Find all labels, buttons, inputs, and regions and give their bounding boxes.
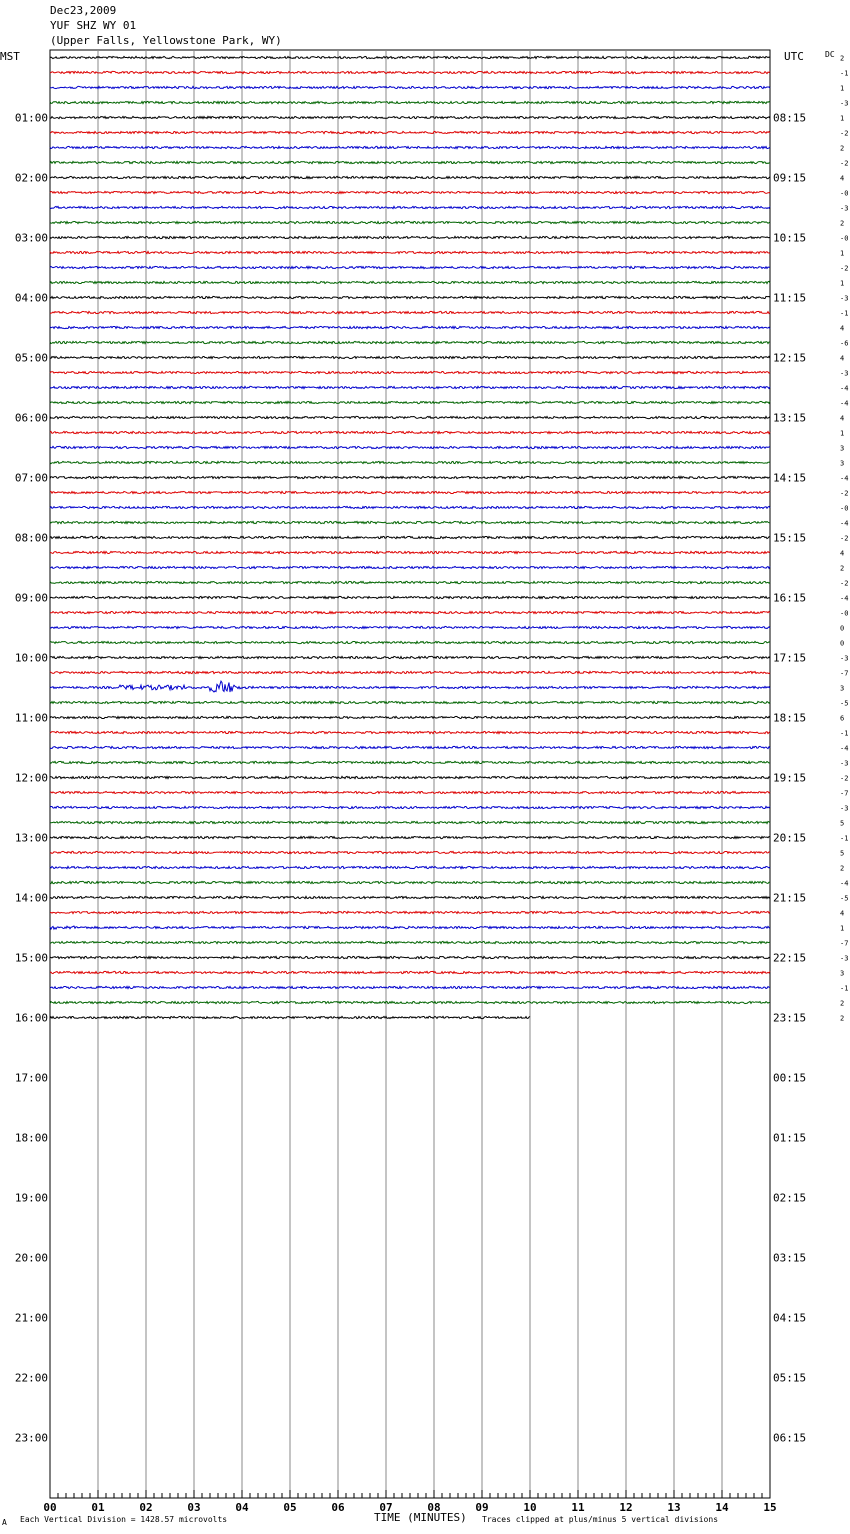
seismic-trace bbox=[50, 866, 770, 868]
seismic-trace bbox=[50, 566, 770, 568]
seismic-trace bbox=[50, 446, 770, 448]
seismic-trace bbox=[50, 176, 770, 178]
utc-hour-label: 21:15 bbox=[773, 891, 807, 905]
dc-offset-label: -4 bbox=[840, 879, 849, 888]
dc-offset-label: 2 bbox=[840, 54, 845, 63]
dc-offset-label: 2 bbox=[840, 144, 845, 153]
dc-offset-label: -1 bbox=[840, 834, 849, 843]
dc-offset-label: -2 bbox=[840, 579, 849, 588]
dc-offset-label: -2 bbox=[840, 264, 849, 273]
utc-hour-label: 03:15 bbox=[773, 1251, 807, 1265]
x-tick-label: 06 bbox=[331, 1501, 345, 1514]
dc-offset-label: 2 bbox=[840, 999, 845, 1008]
mst-hour-label: 19:00 bbox=[14, 1191, 48, 1205]
seismic-trace bbox=[50, 821, 770, 823]
utc-hour-label: 06:15 bbox=[773, 1431, 807, 1445]
seismic-trace bbox=[50, 431, 770, 433]
seismic-trace bbox=[50, 896, 770, 898]
seismic-trace bbox=[50, 596, 770, 598]
utc-hour-label: 19:15 bbox=[773, 771, 807, 785]
seismic-trace bbox=[50, 941, 770, 943]
dc-offset-label: -3 bbox=[840, 294, 849, 303]
seismic-trace bbox=[50, 341, 770, 343]
dc-offset-label: -1 bbox=[840, 69, 849, 78]
x-tick-label: 04 bbox=[235, 1501, 249, 1514]
dc-offset-label: -2 bbox=[840, 534, 849, 543]
seismic-trace bbox=[50, 581, 770, 583]
seismic-trace bbox=[50, 641, 770, 643]
x-tick-label: 15 bbox=[763, 1501, 777, 1514]
mst-hour-label: 05:00 bbox=[14, 351, 48, 365]
station-location: (Upper Falls, Yellowstone Park, WY) bbox=[50, 34, 282, 47]
seismic-trace bbox=[50, 836, 770, 838]
seismic-trace bbox=[50, 131, 770, 133]
seismic-trace bbox=[50, 656, 770, 658]
utc-hour-label: 02:15 bbox=[773, 1191, 807, 1205]
utc-hour-label: 22:15 bbox=[773, 951, 807, 965]
x-tick-label: 07 bbox=[379, 1501, 393, 1514]
dc-offset-label: 2 bbox=[840, 219, 845, 228]
seismic-trace bbox=[50, 281, 770, 283]
seismic-trace bbox=[50, 626, 770, 628]
x-tick-label: 03 bbox=[187, 1501, 201, 1514]
dc-offset-label: -1 bbox=[840, 729, 849, 738]
mst-hour-label: 03:00 bbox=[14, 231, 48, 245]
mst-hour-label: 08:00 bbox=[14, 531, 48, 545]
utc-hour-label: 10:15 bbox=[773, 231, 807, 245]
seismic-trace bbox=[50, 221, 770, 223]
seismic-trace bbox=[50, 551, 770, 553]
seismic-trace bbox=[50, 1001, 770, 1003]
seismic-trace bbox=[50, 146, 770, 148]
seismic-trace bbox=[50, 971, 770, 973]
dc-offset-label: 3 bbox=[840, 444, 845, 453]
mst-hour-label: 18:00 bbox=[14, 1131, 48, 1145]
x-tick-label: 10 bbox=[523, 1501, 537, 1514]
dc-offset-label: 1 bbox=[840, 924, 845, 933]
dc-offset-label: -3 bbox=[840, 369, 849, 378]
dc-offset-label: -7 bbox=[840, 789, 849, 798]
dc-offset-label: 3 bbox=[840, 684, 845, 693]
utc-hour-label: 16:15 bbox=[773, 591, 807, 605]
dc-offset-label: -4 bbox=[840, 399, 849, 408]
dc-offset-label: 3 bbox=[840, 459, 845, 468]
seismic-trace bbox=[50, 521, 770, 523]
dc-offset-label: 2 bbox=[840, 564, 845, 573]
dc-offset-label: -4 bbox=[840, 744, 849, 753]
seismic-trace bbox=[50, 851, 770, 853]
dc-offset-label: -5 bbox=[840, 894, 849, 903]
dc-offset-label: -6 bbox=[840, 339, 849, 348]
utc-hour-label: 05:15 bbox=[773, 1371, 807, 1385]
x-tick-label: 12 bbox=[619, 1501, 633, 1514]
x-tick-label: 02 bbox=[139, 1501, 153, 1514]
x-tick-label: 14 bbox=[715, 1501, 729, 1514]
dc-offset-label: -0 bbox=[840, 234, 849, 243]
utc-hour-label: 20:15 bbox=[773, 831, 807, 845]
division-note: Each Vertical Division = 1428.57 microvolts bbox=[20, 1515, 228, 1524]
utc-hour-label: 09:15 bbox=[773, 171, 807, 185]
dc-offset-label: 5 bbox=[840, 819, 845, 828]
seismic-trace bbox=[50, 761, 770, 763]
utc-hour-label: 08:15 bbox=[773, 111, 807, 125]
dc-offset-label: -2 bbox=[840, 129, 849, 138]
mst-hour-label: 13:00 bbox=[14, 831, 48, 845]
seismic-trace bbox=[50, 791, 770, 793]
x-tick-label: 08 bbox=[427, 1501, 441, 1514]
seismic-trace bbox=[50, 401, 770, 403]
dc-offset-label: 0 bbox=[840, 639, 845, 648]
dc-offset-label: -7 bbox=[840, 939, 849, 948]
dc-offset-label: -7 bbox=[840, 669, 849, 678]
mst-hour-label: 12:00 bbox=[14, 771, 48, 785]
mst-hour-label: 21:00 bbox=[14, 1311, 48, 1325]
mst-hour-label: 02:00 bbox=[14, 171, 48, 185]
x-tick-label: 09 bbox=[475, 1501, 489, 1514]
seismic-trace bbox=[50, 116, 770, 118]
utc-hour-label: 23:15 bbox=[773, 1011, 807, 1025]
seismic-trace bbox=[50, 236, 770, 238]
dc-offset-label: -2 bbox=[840, 489, 849, 498]
utc-label: UTC bbox=[784, 50, 804, 63]
dc-offset-label: -3 bbox=[840, 954, 849, 963]
dc-offset-label: -3 bbox=[840, 804, 849, 813]
seismic-trace bbox=[50, 701, 770, 703]
dc-offset-label: 1 bbox=[840, 114, 845, 123]
seismic-trace bbox=[50, 326, 770, 328]
dc-offset-label: 2 bbox=[840, 1014, 845, 1023]
dc-offset-label: -4 bbox=[840, 594, 849, 603]
x-tick-label: 11 bbox=[571, 1501, 585, 1514]
utc-hour-label: 17:15 bbox=[773, 651, 807, 665]
mst-hour-label: 11:00 bbox=[14, 711, 48, 725]
seismic-trace bbox=[50, 536, 770, 538]
dc-offset-label: 4 bbox=[840, 174, 845, 183]
dc-offset-label: -4 bbox=[840, 384, 849, 393]
dc-offset-label: -1 bbox=[840, 984, 849, 993]
seismic-trace bbox=[50, 731, 770, 733]
station-name: YUF SHZ WY 01 bbox=[50, 19, 137, 32]
dc-label: DC bbox=[825, 50, 835, 59]
utc-hour-label: 18:15 bbox=[773, 711, 807, 725]
utc-hour-label: 12:15 bbox=[773, 351, 807, 365]
mst-hour-label: 06:00 bbox=[14, 411, 48, 425]
dc-offset-label: -2 bbox=[840, 774, 849, 783]
seismic-trace bbox=[50, 956, 770, 958]
dc-offset-label: 0 bbox=[840, 624, 845, 633]
mst-label: MST bbox=[0, 50, 20, 63]
mst-hour-label: 09:00 bbox=[14, 591, 48, 605]
utc-hour-label: 00:15 bbox=[773, 1071, 807, 1085]
seismic-trace bbox=[50, 191, 770, 193]
mst-hour-label: 23:00 bbox=[14, 1431, 48, 1445]
utc-hour-label: 15:15 bbox=[773, 531, 807, 545]
dc-offset-label: 4 bbox=[840, 414, 845, 423]
scale-mark: A bbox=[2, 1518, 7, 1527]
seismic-trace bbox=[50, 746, 770, 748]
seismic-trace bbox=[50, 491, 770, 493]
dc-offset-label: 4 bbox=[840, 909, 845, 918]
x-tick-label: 13 bbox=[667, 1501, 681, 1514]
seismic-trace bbox=[50, 371, 770, 373]
seismic-trace bbox=[50, 671, 770, 673]
seismic-trace bbox=[50, 806, 770, 808]
seismic-trace bbox=[50, 71, 770, 73]
dc-offset-label: -3 bbox=[840, 204, 849, 213]
dc-offset-label: -3 bbox=[840, 654, 849, 663]
mst-hour-label: 14:00 bbox=[14, 891, 48, 905]
seismic-trace bbox=[50, 506, 770, 508]
seismic-trace bbox=[50, 611, 770, 613]
seismic-trace bbox=[50, 716, 770, 718]
seismic-trace bbox=[50, 161, 770, 163]
dc-offset-label: 2 bbox=[840, 864, 845, 873]
seismic-trace bbox=[50, 251, 770, 253]
dc-offset-label: -3 bbox=[840, 759, 849, 768]
seismic-trace bbox=[50, 911, 770, 913]
seismic-trace bbox=[50, 101, 770, 103]
dc-offset-label: -1 bbox=[840, 309, 849, 318]
clip-note: Traces clipped at plus/minus 5 vertical divisions bbox=[482, 1515, 719, 1524]
seismic-trace bbox=[50, 881, 770, 883]
seismic-trace bbox=[50, 416, 770, 418]
seismic-trace bbox=[50, 986, 770, 988]
seismic-trace bbox=[50, 266, 770, 268]
dc-offset-label: -3 bbox=[840, 99, 849, 108]
x-tick-label: 01 bbox=[91, 1501, 105, 1514]
mst-hour-label: 04:00 bbox=[14, 291, 48, 305]
mst-hour-label: 16:00 bbox=[14, 1011, 48, 1025]
dc-offset-label: -4 bbox=[840, 519, 849, 528]
mst-hour-label: 10:00 bbox=[14, 651, 48, 665]
dc-offset-label: -5 bbox=[840, 699, 849, 708]
dc-offset-label: 1 bbox=[840, 429, 845, 438]
seismic-trace bbox=[50, 926, 770, 929]
mst-hour-label: 22:00 bbox=[14, 1371, 48, 1385]
seismic-trace bbox=[50, 681, 770, 692]
utc-hour-label: 13:15 bbox=[773, 411, 807, 425]
utc-hour-label: 14:15 bbox=[773, 471, 807, 485]
dc-offset-label: 6 bbox=[840, 714, 845, 723]
x-tick-label: 05 bbox=[283, 1501, 297, 1514]
seismic-trace bbox=[50, 386, 770, 388]
dc-offset-label: 5 bbox=[840, 849, 845, 858]
mst-hour-label: 01:00 bbox=[14, 111, 48, 125]
x-tick-label: 00 bbox=[43, 1501, 57, 1514]
seismic-trace bbox=[50, 311, 770, 313]
utc-hour-label: 01:15 bbox=[773, 1131, 807, 1145]
mst-hour-label: 15:00 bbox=[14, 951, 48, 965]
seismic-trace bbox=[50, 296, 770, 298]
dc-offset-label: -2 bbox=[840, 159, 849, 168]
seismic-trace bbox=[50, 56, 770, 58]
dc-offset-label: -0 bbox=[840, 189, 849, 198]
dc-offset-label: -0 bbox=[840, 504, 849, 513]
dc-offset-label: 4 bbox=[840, 354, 845, 363]
seismic-trace bbox=[50, 356, 770, 358]
seismic-trace bbox=[50, 776, 770, 778]
seismic-trace bbox=[50, 476, 770, 478]
utc-hour-label: 11:15 bbox=[773, 291, 807, 305]
plot-date: Dec23,2009 bbox=[50, 4, 117, 17]
mst-hour-label: 20:00 bbox=[14, 1251, 48, 1265]
dc-offset-label: 3 bbox=[840, 969, 845, 978]
dc-offset-label: 4 bbox=[840, 324, 845, 333]
mst-hour-label: 07:00 bbox=[14, 471, 48, 485]
seismic-trace bbox=[50, 461, 770, 463]
dc-offset-label: -0 bbox=[840, 609, 849, 618]
mst-hour-label: 17:00 bbox=[14, 1071, 48, 1085]
dc-offset-label: 1 bbox=[840, 249, 845, 258]
dc-offset-label: -4 bbox=[840, 474, 849, 483]
seismic-trace bbox=[50, 86, 770, 88]
dc-offset-label: 4 bbox=[840, 549, 845, 558]
dc-offset-label: 1 bbox=[840, 84, 845, 93]
dc-offset-label: 1 bbox=[840, 279, 845, 288]
seismic-trace bbox=[50, 206, 770, 208]
utc-hour-label: 04:15 bbox=[773, 1311, 807, 1325]
x-axis-title: TIME (MINUTES) bbox=[374, 1511, 467, 1524]
